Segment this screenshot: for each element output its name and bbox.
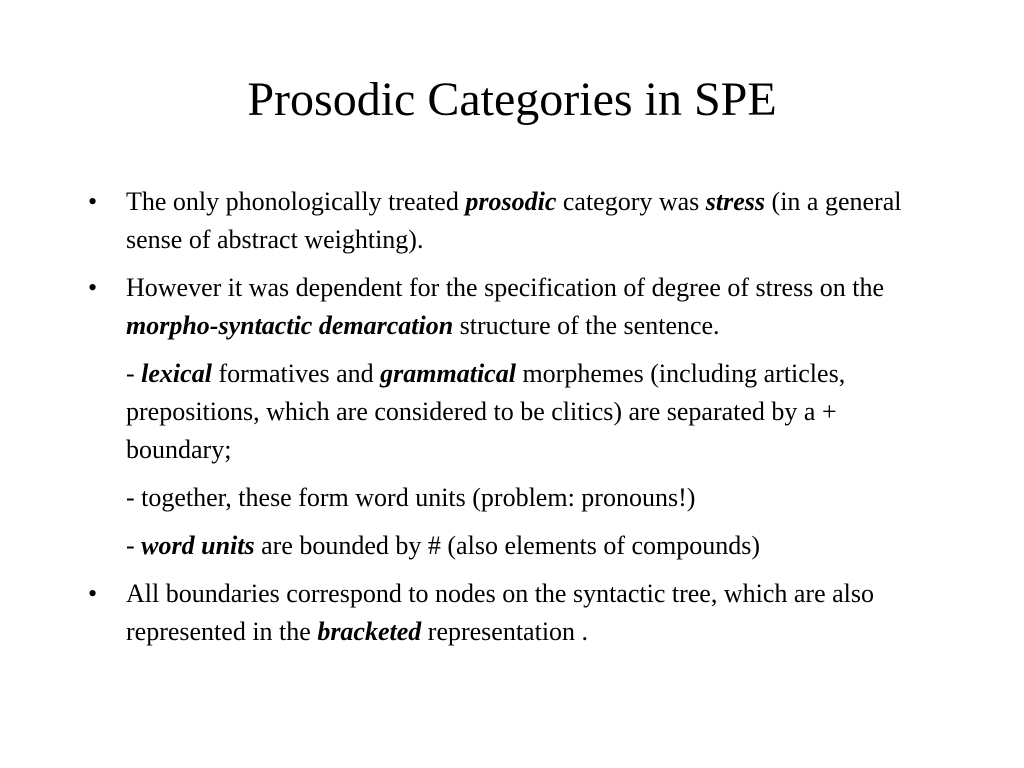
text-run: However it was dependent for the specification of degree of stress on the [126, 273, 885, 302]
bullet-item [88, 575, 938, 651]
text-run: - together, these form word units (problem: pronouns!) [126, 483, 696, 512]
sub-item [88, 355, 938, 469]
emphasized-term: morpho-syntactic demarcation [126, 311, 454, 340]
bullet-icon: • [88, 273, 98, 302]
emphasized-term: stress [705, 187, 766, 216]
text-run: The only phonologically treated [126, 187, 466, 216]
text-run: are bounded by # (also elements of compounds) [254, 531, 761, 560]
bullet-item [88, 183, 938, 259]
emphasized-term: prosodic [465, 187, 557, 216]
sub-item [88, 479, 938, 517]
bullet-icon: • [88, 579, 98, 608]
text-run: category was [556, 187, 706, 216]
text-run: formatives and [211, 359, 381, 388]
emphasized-term: lexical [141, 359, 212, 388]
bullet-icon: • [88, 187, 98, 216]
text-run: All boundaries correspond to nodes on the syntactic tree, which are also represented in the [126, 579, 874, 646]
text-run: morphemes (including articles, prepositions, which are considered to be clitics) are separated by a + boundary; [126, 359, 846, 464]
text-run: structure of the sentence. [453, 311, 720, 340]
text-run: (in a general sense of abstract weighting). [126, 187, 902, 254]
text-run: - [126, 359, 142, 388]
text-run: representation . [421, 617, 589, 646]
emphasized-term: grammatical [380, 359, 516, 388]
slide-title: Prosodic Categories in SPE [247, 73, 777, 126]
bullet-item [88, 269, 938, 345]
text-run: - [126, 531, 142, 560]
slide-body [88, 183, 938, 661]
emphasized-term: bracketed [317, 617, 422, 646]
sub-item [88, 527, 938, 565]
emphasized-term: word units [141, 531, 255, 560]
